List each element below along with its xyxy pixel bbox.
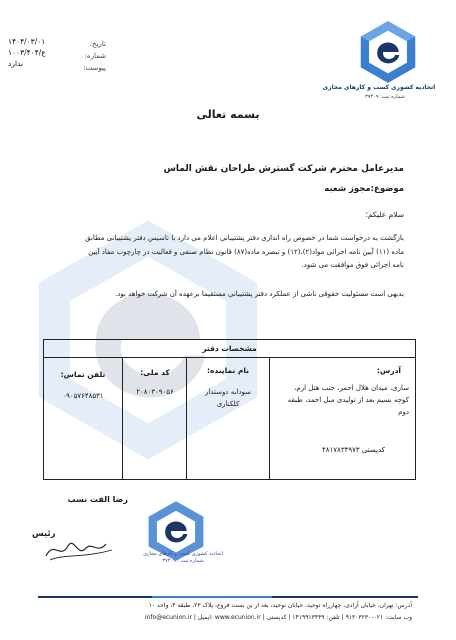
invocation: بسمه تعالی (196, 108, 260, 121)
column-divider (186, 357, 187, 479)
attachment-value: ندارد (8, 59, 24, 68)
postal-code: کدپستی ۴۸۱۷۸۳۴۹۷۳ (322, 446, 385, 454)
address-value (273, 382, 409, 418)
office-details-table (43, 339, 416, 480)
body-line: ماده (۱۱) آیین نامه اجرائی مواد(۲)،(۱۲) و تبصره ماده(۸۷) قانون نظام صنفی و فعالیت در چارچوب مفاد آیین (88, 247, 404, 256)
address-line: ساری، میدان هلال احمر، جنب هتل ارم، (294, 384, 409, 392)
stamp-line: شماره ثبت : ۳۷۴۰۹ (162, 558, 204, 564)
stamp-line: اتحادیه کشوری کسب و کارهای مجازی (143, 551, 223, 557)
closing-statement: بدیهی است مسئولیت حقوقی ناشی از عملکرد دفتر پشتیبانی مستقیما برعهده آن شرکت خواهد بود. (114, 290, 404, 298)
number-value: ۱۰۰۳/ع/۴۰۴ (8, 48, 46, 57)
letter-body (64, 232, 404, 273)
representative-line: سودابه دوستدار (205, 388, 251, 396)
greeting: سلام علیکم؛ (365, 210, 404, 219)
representative-label: نام نماینده: (206, 366, 250, 375)
signer-title: رئیس (32, 529, 56, 539)
stamp-text (138, 551, 228, 565)
recipient: مدیرعامل محترم شرکت گسترش طراحان نقش الماس (163, 164, 404, 174)
body-line: نامه اجرائی فوق موافقت می شود. (301, 261, 404, 269)
registration-number: شماره ثبت: ۳۷۴۰۹ (365, 94, 405, 100)
number-label: شماره: (84, 52, 106, 60)
footer-address: آدرس: تهران، خیابان آزادی، چهارراه توحید، خیابان توحید، بعد از بن بست فروغ، پلاک ۲۳، طبقه ۴، واحد ۱۰ (148, 602, 412, 609)
footer-contact: info@ecunion.ir | ایمیل: www.ecunion.ir | وب سایت: ۰۲۱-۹۱۳۰۳۲۳۰ | تلفن: ۱۴۱۹۹۱۳۴۴۹ | کدپستی (144, 614, 412, 621)
date-value: ۱۴۰۴/۰۳/۰۱ (8, 37, 46, 46)
national-id-label: کد ملی: (140, 368, 170, 377)
footer-accent (152, 596, 272, 598)
letter-meta-labels (64, 38, 106, 74)
date-label: تاریخ: (89, 40, 106, 48)
phone-label: تلفن تماس: (60, 370, 106, 379)
phone-value: ۰۹۰۵۷۶۴۸۵۳۱ (62, 392, 104, 400)
letter-meta-values (8, 36, 66, 69)
column-divider (269, 357, 270, 479)
column-divider (122, 357, 123, 479)
body-line: بازگشت به درخواست شما در خصوص راه اندازی دفتر پشتیبانی اعلام می دارد با تاسیس دفتر پشتیبانی مطابق (85, 234, 404, 242)
attachment-label: پیوست: (83, 64, 106, 72)
address-label: آدرس: (376, 366, 401, 375)
table-title: مشخصات دفتر (44, 340, 415, 358)
address-line: کوچه نسیم بعد از تولیدی مبل احمد، طبقه (287, 396, 409, 404)
org-name: اتحادیه کشوری کسب و کارهای مجازی (322, 84, 436, 91)
national-id-value: ۲۰۸۰۳۰۹۰۵۶ (136, 388, 174, 396)
signer-name: رضا الفت نسب (67, 495, 128, 504)
handwritten-signature (40, 530, 120, 566)
representative-line: کلکناری (216, 400, 240, 408)
subject: موضوع:مجوز شعبه (324, 184, 404, 194)
representative-name (194, 386, 262, 410)
address-line: دوم (398, 408, 409, 416)
union-logo (358, 20, 418, 84)
